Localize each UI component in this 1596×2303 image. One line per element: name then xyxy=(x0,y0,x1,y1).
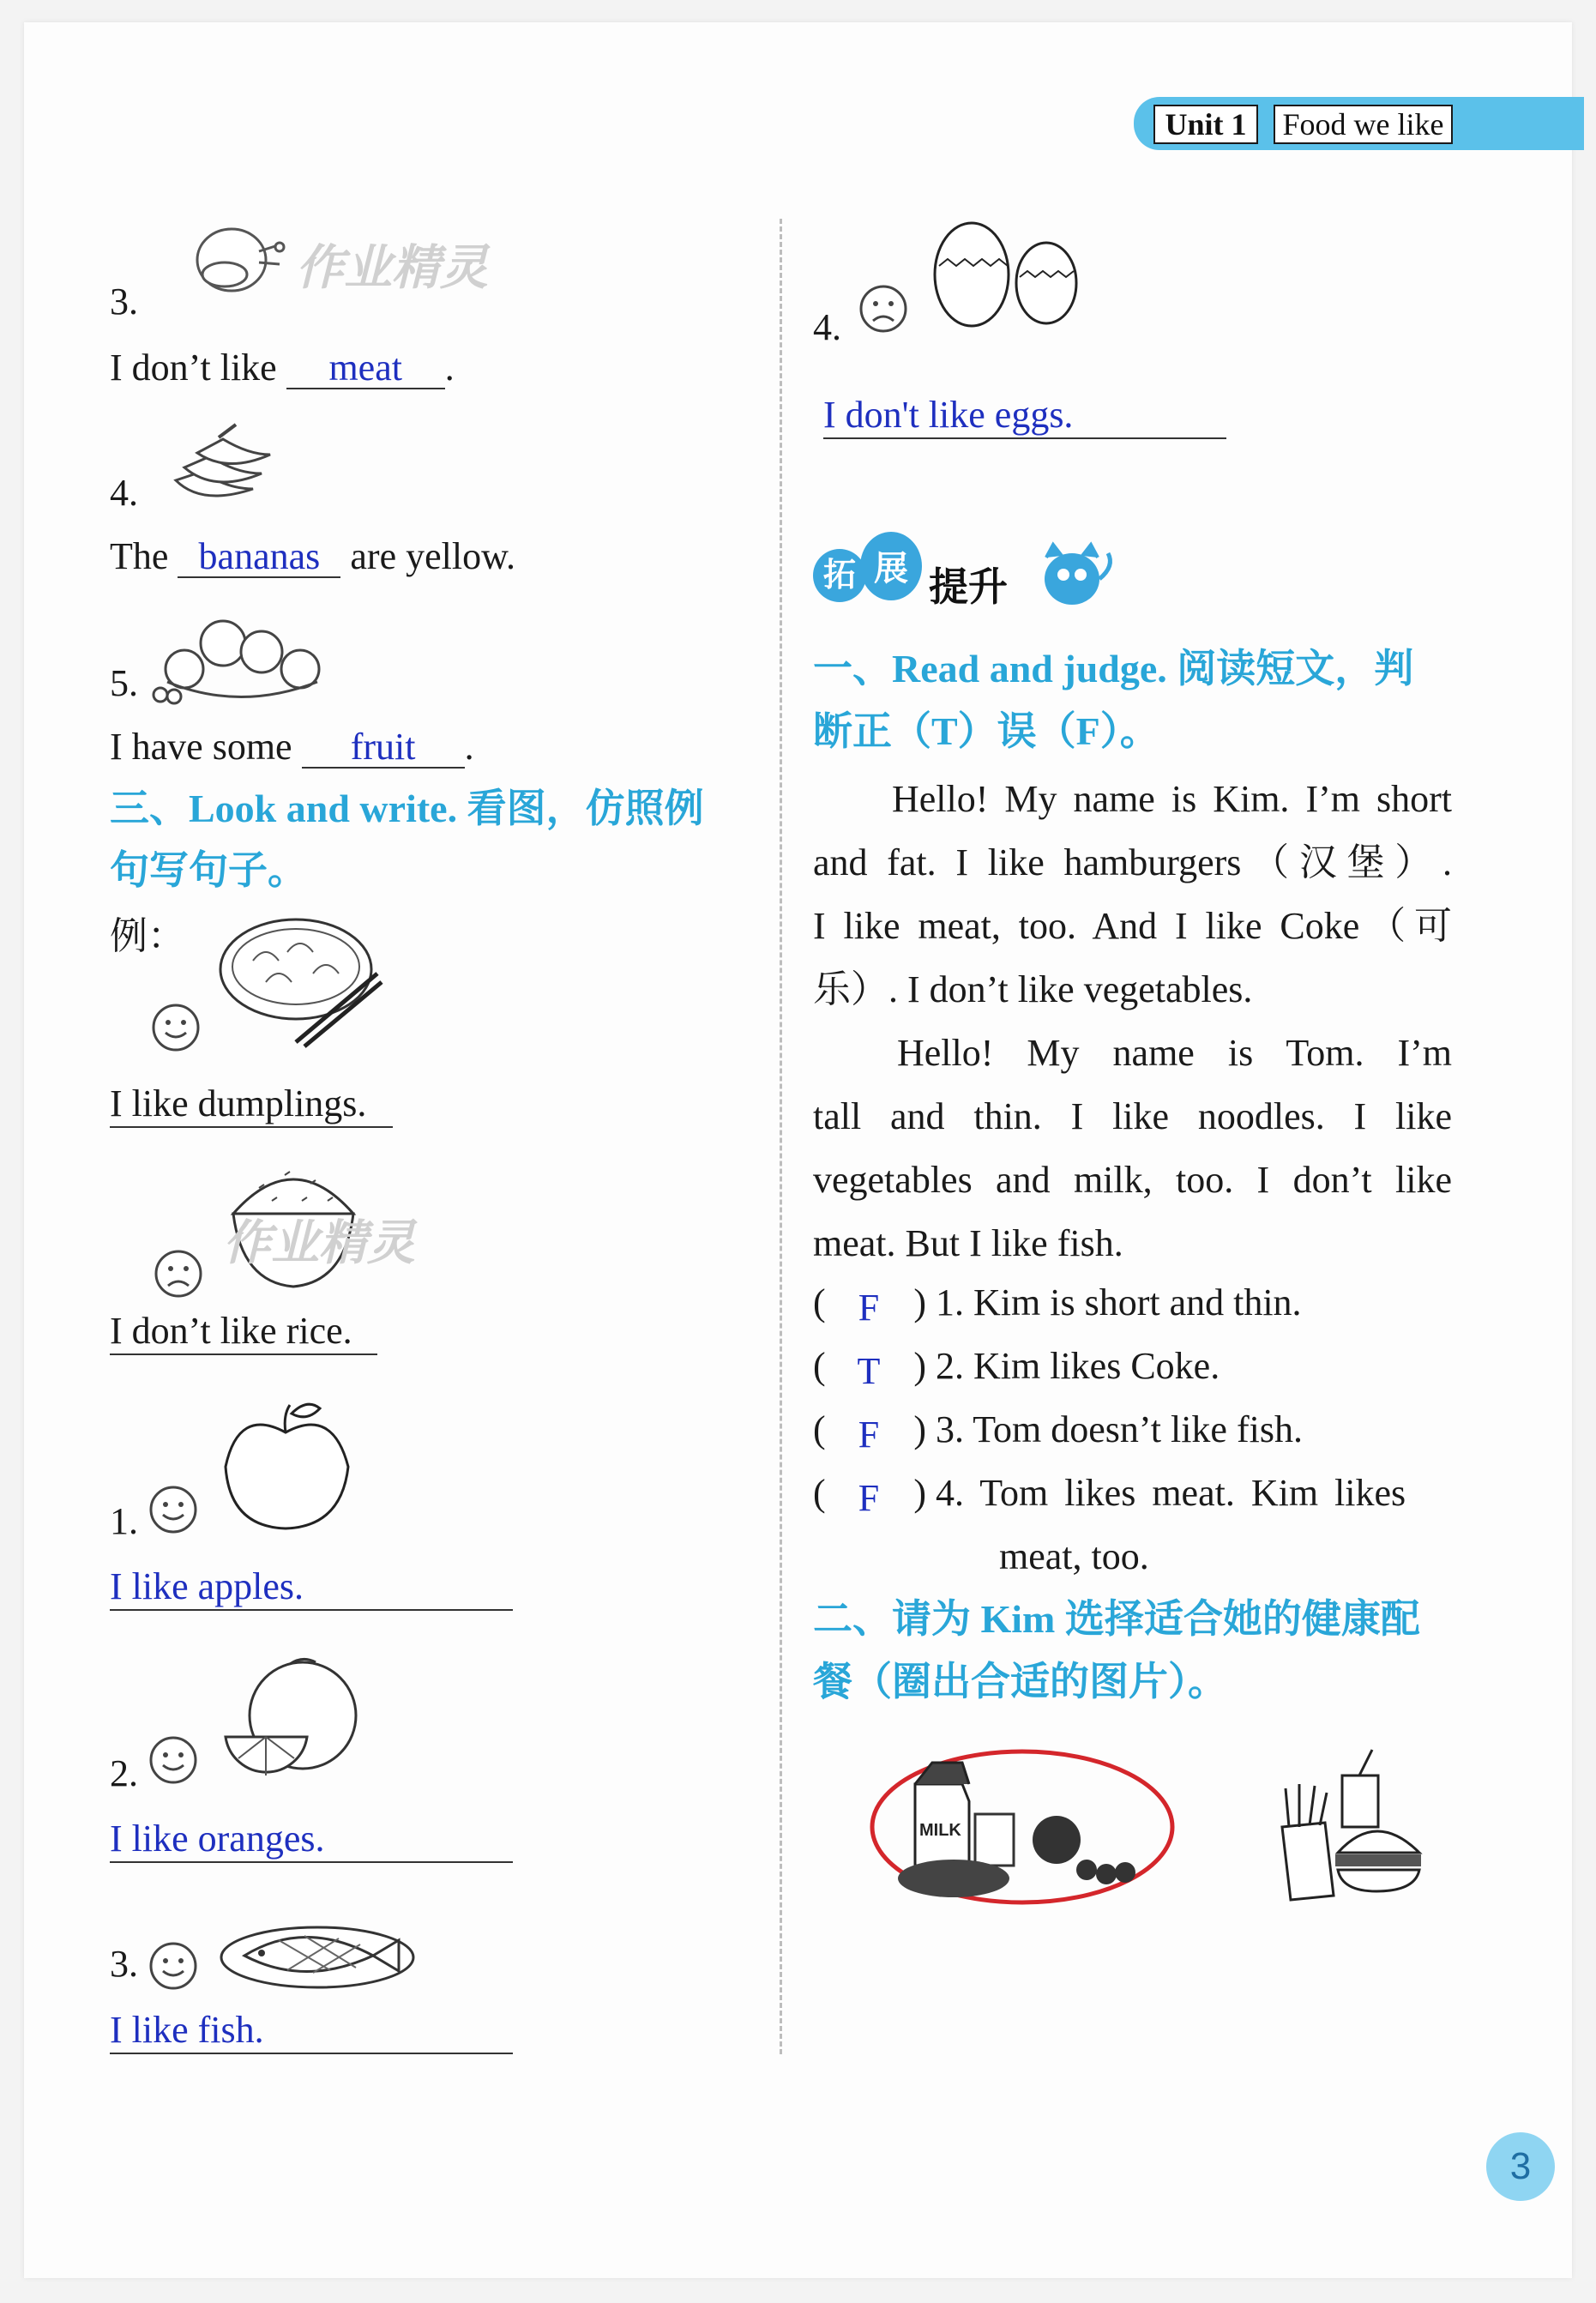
judge-answer-3[interactable]: F xyxy=(858,1414,880,1456)
bananas-icon xyxy=(167,420,283,510)
q3-number: 3. xyxy=(110,280,138,323)
q3-answer-blank[interactable]: meat xyxy=(286,348,445,389)
q5-suffix: . xyxy=(464,726,474,768)
healthy-meal-option[interactable] xyxy=(868,1745,1177,1908)
banner-char-1: 拓 xyxy=(813,549,866,602)
passage1-line3: I like meat, too. And I like Coke（可 xyxy=(813,905,1452,947)
q5-prefix: I have some xyxy=(110,726,302,768)
q5-sentence xyxy=(110,727,474,769)
q5-number: 5. xyxy=(110,662,138,704)
w2-number: 2. xyxy=(110,1752,138,1794)
q4-sentence xyxy=(110,537,515,578)
q3-sentence xyxy=(110,348,455,389)
passage2-line3: vegetables and milk, too. I don’t like xyxy=(813,1159,1452,1201)
right-q4-number: 4. xyxy=(813,306,841,348)
section1-heading-line2: 断正（T）误（F）。 xyxy=(813,709,1159,753)
judge-item-4-continued: meat, too. xyxy=(999,1535,1149,1577)
watermark-text: 作业精灵 xyxy=(296,240,488,296)
junk-food-option[interactable] xyxy=(1274,1750,1428,1913)
smiley-face-icon xyxy=(148,1940,199,1992)
passage2-line2: tall and thin. I like noodles. I like xyxy=(813,1095,1452,1137)
meat-drumstick-icon xyxy=(190,221,285,303)
right-q4-answer[interactable]: I don't like eggs. xyxy=(823,396,1226,439)
q5-answer-blank[interactable]: fruit xyxy=(302,727,465,769)
q3-prefix: I don’t like xyxy=(110,347,286,389)
judge-text-4: 4. Tom likes meat. Kim likes xyxy=(936,1472,1406,1514)
banner-rest: 提升 xyxy=(929,564,1008,609)
smiley-face-icon xyxy=(150,1002,202,1053)
section2-heading-line1: 二、请为 Kim 选择适合她的健康配 xyxy=(813,1597,1420,1641)
w1-number: 1. xyxy=(110,1500,138,1542)
w3-number: 3. xyxy=(110,1943,138,1985)
section3-heading-line2: 句写句子。 xyxy=(110,848,307,892)
milk-carton-label: MILK xyxy=(919,1821,961,1840)
smiley-face-icon xyxy=(148,1484,199,1535)
section2-heading-line2: 餐（圈出合适的图片）。 xyxy=(813,1660,1227,1703)
sad-face-icon xyxy=(153,1248,204,1299)
oranges-icon xyxy=(221,1655,367,1788)
extension-banner xyxy=(813,532,1113,618)
passage1-line4: 乐）. I don’t like vegetables. xyxy=(813,968,1253,1010)
banner-char-2: 展 xyxy=(860,532,922,600)
example1-sentence: I like dumplings. xyxy=(110,1085,393,1128)
q3-suffix: . xyxy=(444,347,455,389)
unit-title: Food we like xyxy=(1274,105,1453,144)
sad-face-icon xyxy=(858,283,909,335)
judge-answer-4[interactable]: F xyxy=(858,1477,880,1519)
dumplings-bowl-icon xyxy=(219,913,382,1051)
watermark-text: 作业精灵 xyxy=(223,1215,415,1271)
cat-mascot-icon xyxy=(1038,540,1115,609)
fruit-basket-icon xyxy=(150,600,330,708)
judge-item-2: ( T ) 2. Kim likes Coke. xyxy=(813,1345,1220,1392)
judge-answer-2[interactable]: T xyxy=(857,1350,881,1392)
judge-item-1: ( F ) 1. Kim is short and thin. xyxy=(813,1281,1302,1329)
q4-number: 4. xyxy=(110,472,138,514)
passage2-line4: meat. But I like fish. xyxy=(813,1222,1123,1264)
eggs-icon xyxy=(930,219,1085,339)
judge-item-4: ( F ) 4. Tom likes meat. Kim likes xyxy=(813,1472,1406,1519)
unit-label: Unit 1 xyxy=(1153,105,1258,144)
column-divider xyxy=(780,219,782,2054)
w3-answer[interactable]: I like fish. xyxy=(110,2011,513,2054)
passage2-line1: Hello! My name is Tom. I’m xyxy=(897,1032,1452,1074)
q4-suffix: are yellow. xyxy=(340,535,516,577)
page-number: 3 xyxy=(1486,2132,1555,2201)
q4-answer-blank[interactable]: bananas xyxy=(178,537,340,578)
smiley-face-icon xyxy=(148,1734,199,1786)
passage1-line2: and fat. I like hamburgers（汉堡）. xyxy=(813,841,1452,883)
fish-plate-icon xyxy=(219,1914,416,1992)
q4-prefix: The xyxy=(110,535,178,577)
section3-heading-line1: 三、Look and write. 看图，仿照例 xyxy=(110,787,704,830)
judge-text-2: 2. Kim likes Coke. xyxy=(936,1345,1220,1387)
passage1-line1: Hello! My name is Kim. I’m short xyxy=(892,778,1452,820)
judge-answer-1[interactable]: F xyxy=(858,1287,880,1329)
judge-item-3: ( F ) 3. Tom doesn’t like fish. xyxy=(813,1408,1303,1456)
unit-header-tab xyxy=(1134,97,1584,150)
section1-heading-line1: 一、Read and judge. 阅读短文，判 xyxy=(813,647,1414,690)
judge-text-1: 1. Kim is short and thin. xyxy=(936,1281,1302,1323)
apple-icon xyxy=(221,1398,354,1535)
judge-text-3: 3. Tom doesn’t like fish. xyxy=(936,1408,1303,1450)
w2-answer[interactable]: I like oranges. xyxy=(110,1820,513,1863)
w1-answer[interactable]: I like apples. xyxy=(110,1568,513,1611)
example2-sentence: I don’t like rice. xyxy=(110,1312,377,1355)
example-label: 例： xyxy=(110,915,185,957)
